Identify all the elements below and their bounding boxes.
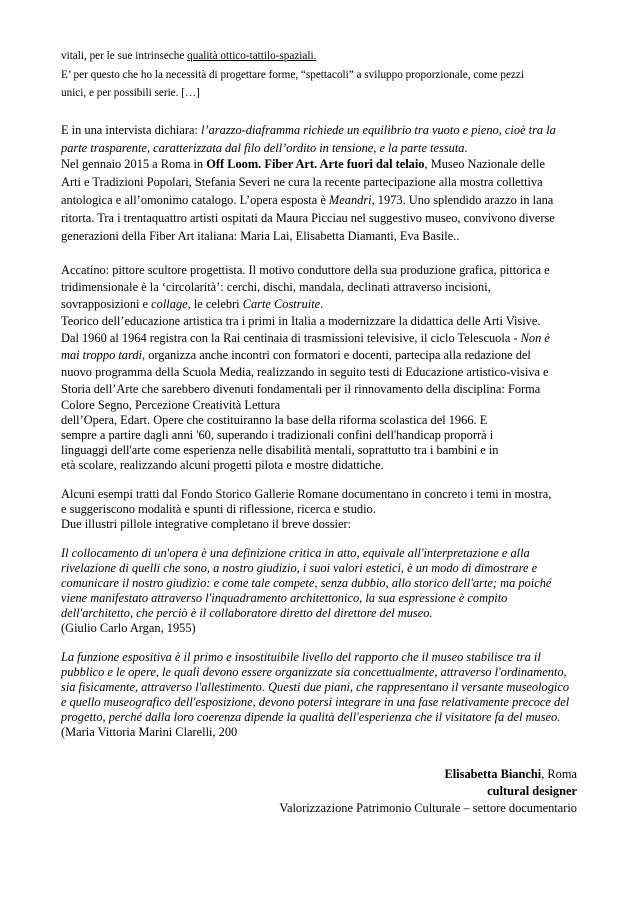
signature-role: cultural designer — [487, 784, 577, 798]
accatino-text: , le celebri — [187, 297, 243, 311]
interview-text: . — [464, 141, 468, 155]
accatino-line-4: Teorico dell’educazione artistica tra i primi in Italia a modernizzare la didattica delle Arti Visive. — [61, 314, 541, 328]
interview-line-4: Arti e Tradizioni Popolari, Stefania Severi ne cura la recente partecipazione alla mostra collettiva — [61, 175, 543, 189]
quote1-line-4: viene manifestato attraverso l'inquadramento architettonico, la sua espressione è compito — [61, 591, 508, 605]
accatino-line-6 — [61, 348, 531, 363]
intro-text: vitali, per le sue intrinseche — [61, 50, 188, 62]
quote1-line-5: dell'architetto, che perciò è il collaboratore diretto del direttore del museo. — [61, 606, 433, 620]
accatino-text: . — [320, 297, 324, 311]
quote2-line-5: progetto, perché dalla loro coerenza dipende la qualità dell'esperienza che il visitatore fa del museo. — [61, 710, 561, 724]
interview-text: antologica e all’omonimo catalogo. L’opera esposta è — [61, 193, 329, 207]
accatino-line-10: dell’Opera, Edart. Opere che costituiranno la base della riforma scolastica del 1966. E — [61, 413, 488, 427]
accatino-line-5 — [61, 331, 550, 346]
program-title: mai troppo tardi — [61, 348, 143, 362]
accatino-line-12: linguaggi dell'arte come esperienza nelle disabilità mentali, soprattutto tra i bambini e in — [61, 443, 499, 457]
intro-line-2: E’ per questo che ho la necessità di progettare forme, “spettacoli” a sviluppo proporzionale, come pezzi — [61, 69, 524, 81]
fondo-line-3: Due illustri pillole integrative completano il breve dossier: — [61, 517, 352, 531]
interview-text: E in una intervista dichiara: — [61, 123, 202, 137]
accatino-line-9: Colore Segno, Percezione Creatività Lettura — [61, 398, 281, 412]
quote2-line-2: pubblico e le opere, le quali devono essere organizzate sia concettualmente, attraverso l'ordinamento, — [61, 665, 567, 679]
program-title: Non è — [520, 331, 550, 345]
signature-name: Elisabetta Bianchi — [444, 767, 542, 781]
accatino-line-1: Accatino: pittore scultore progettista. Il motivo conduttore della sua produzione grafica, pittorica e — [61, 263, 550, 277]
quote1-line-1: Il collocamento di un'opera è una definizione critica in atto, equivale all'interpretazione e alla — [61, 546, 530, 560]
accatino-line-2: tridimensionale è la ‘circolarità’: cerchi, dischi, mandala, declinati attraverso incisioni, — [61, 280, 491, 294]
italic-term: Carte Costruite — [242, 297, 321, 311]
signature-department: Valorizzazione Patrimonio Culturale – settore documentario — [279, 801, 577, 815]
interview-line-1 — [61, 123, 556, 138]
accatino-line-11: sempre a partire dagli anni '60, superando i tradizionali confini dell'handicap proporrà i — [61, 428, 494, 442]
interview-line-5 — [61, 193, 553, 208]
signature-city: , Roma — [541, 767, 577, 781]
accatino-line-7: nuovo programma della Scuola Media, realizzando in seguito testi di Educazione artistico-visiva e — [61, 365, 549, 379]
accatino-line-8: Storia dell’Arte che sarebbero divenuti fondamentali per il rinnovamento della disciplina: Forma — [61, 382, 541, 396]
interview-text: , 1973. Uno splendido arazzo in lana — [371, 193, 554, 207]
accatino-line-13: età scolare, realizzando alcuni progetti pilota e mostre didattiche. — [61, 458, 384, 472]
underlined-phrase: qualità ottico-tattilo-spaziali. — [187, 50, 317, 62]
interview-quote: l’arazzo-diaframma richiede un equilibrio tra vuoto e pieno, cioè tra la — [201, 123, 556, 137]
accatino-text: Dal 1960 al 1964 registra con la Rai centinaia di trasmissioni televisive, il ciclo Telescuola - — [61, 331, 521, 345]
quote2-line-3: sia fisicamente, attraverso l'allestimento. Questi due piani, che rappresentano il versante museologico — [61, 680, 570, 694]
accatino-text: sovrapposizioni e — [61, 297, 152, 311]
intro-line-1 — [61, 50, 316, 62]
exhibition-title: Off Loom. Fiber Art. Arte fuori dal telaio — [206, 157, 425, 171]
signature-name-line — [444, 767, 577, 782]
interview-line-7: generazioni della Fiber Art italiana: Maria Lai, Elisabetta Diamanti, Eva Basile.. — [61, 229, 460, 243]
interview-line-6: ritorta. Tra i trentaquattro artisti ospitati da Maura Picciau nel suggestivo museo, convivono diverse — [61, 211, 555, 225]
quote2-line-1: La funzione espositiva è il primo e insostituibile livello del rapporto che il museo stabilisce tra il — [61, 650, 541, 664]
fondo-line-1: Alcuni esempi tratti dal Fondo Storico Gallerie Romane documentano in concreto i temi in mostra, — [61, 487, 552, 501]
quote1-line-3: comunicare il nostro giudizio: e come tale compete, senza dubbio, allo storico dell'arte; ma poiché — [61, 576, 552, 590]
quote2-author: (Maria Vittoria Marini Clarelli, 200 — [61, 725, 238, 739]
artwork-title: Meandri — [328, 193, 372, 207]
interview-text: , Museo Nazionale delle — [424, 157, 545, 171]
fondo-line-2: e suggeriscono modalità e spunti di riflessione, ricerca e studio. — [61, 502, 376, 516]
accatino-text: , organizza anche incontri con formatori e docenti, partecipa alla redazione del — [142, 348, 531, 362]
interview-quote: parte trasparente, caratterizzata dal filo dell’ordito in tensione, e la parte tessuta — [61, 141, 465, 155]
intro-line-3: unici, e per possibili serie. […] — [61, 87, 200, 99]
quote2-line-4: e quello museografico dell'esposizione, devono potersi integrare in una fase relativamente precoce del — [61, 695, 570, 709]
accatino-line-3 — [61, 297, 323, 312]
quote1-line-2: rivelazione di quelli che sono, a nostro giudizio, i suoi valori estetici, è un modo di dimostrare e — [61, 561, 538, 575]
interview-line-2 — [61, 141, 468, 156]
italic-term: collage — [151, 297, 188, 311]
interview-text: Nel gennaio 2015 a Roma in — [61, 157, 207, 171]
quote1-author: (Giulio Carlo Argan, 1955) — [61, 621, 196, 635]
interview-line-3 — [61, 157, 545, 172]
